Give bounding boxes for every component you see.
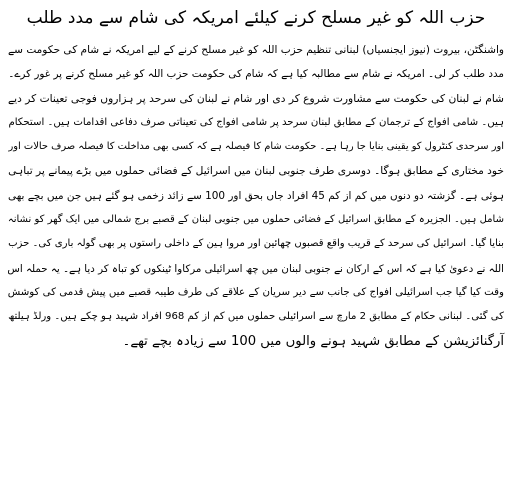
article-line: آرگنائزیشن کے مطابق شہید ہونے والوں میں 100 سے زیادہ بچے تھے۔ [122,333,504,349]
article-line: شام نے لبنان کی حکومت سے مشاورت شروع کر دی اور شام نے لبنان کی سرحد پر ہزاروں فوجی تعینات کر دیے [7,91,504,105]
article-line: مدد طلب کر لی۔ امریکہ نے شام سے مطالبہ کیا ہے کہ شام کی حکومت حزب اللہ کو غیر مسلح کرنے پر غور کرے۔ [8,68,504,81]
article-line: شامل ہیں۔ الجزیرہ کے مطابق اسرائیل کے فضائی حملوں میں جنوبی لبنان کے قصبے برج شمالی میں ایک گھر کو نشانہ [7,214,504,226]
article-headline: حزب اللہ کو غیر مسلح کرنے کیلئے امریکہ کی شام سے مدد طلب [26,8,486,28]
article-line: بنایا گیا۔ اسرائیل کی سرحد کے قریب واقع قصبوں چھائین اور مروا ہین کے داخلی راستوں پر بھی گولہ باری کی۔ حزب [8,238,504,250]
article-line: اللہ نے دعویٰ کیا ہے کہ اس کے ارکان نے جنوبی لبنان میں چھ اسرائیلی مرکاوا ٹینکوں کو تباہ کر دیا ہے۔ یہ حملہ اس [7,262,504,275]
article-line: واشنگٹن، بیروت (نیوز ایجنسیاں) لبنانی تنظیم حزب اللہ کو غیر مسلح کرنے کے لیے امریکہ نے شام کی حکومت سے [7,44,504,56]
article-line: وقت کیا گیا جب اسرائیلی افواج کی جانب سے دیر سریان کے علاقے کی طرف طیبہ قصبے میں پیش قدمی کی کوشش [7,286,504,298]
article-line: ہوئی ہے۔ گزشتہ دو دنوں میں کم از کم 45 افراد جاں بحق اور 100 سے زائد زخمی ہو گئے ہیں جن میں بچے بھی [8,189,504,202]
article-line: اور سرحدی کنٹرول کو یقینی بنایا جا رہا ہے۔ حکومت شام کا فیصلہ ہے کہ کسی بھی مداخلت کا فیصلہ صرف حالات اور [8,141,504,153]
article-body [8,38,504,354]
article-line: خود مختاری کے مطابق ہوگا۔ دوسری طرف جنوبی لبنان میں اسرائیل کے فضائی حملوں میں بڑے پیمانے پر تباہی [8,164,504,178]
article-line: کی گئی۔ لبنانی حکام کے مطابق 2 مارچ سے اسرائیلی حملوں میں کم از کم 968 افراد شہید ہو چکے ہیں۔ ورلڈ ہیلتھ [8,311,504,323]
article-line: ہیں۔ شامی افواج کے ترجمان کے مطابق لبنان سرحد پر شامی افواج کی تعیناتی صرف دفاعی اقدامات ہیں۔ استحکام [8,116,504,128]
